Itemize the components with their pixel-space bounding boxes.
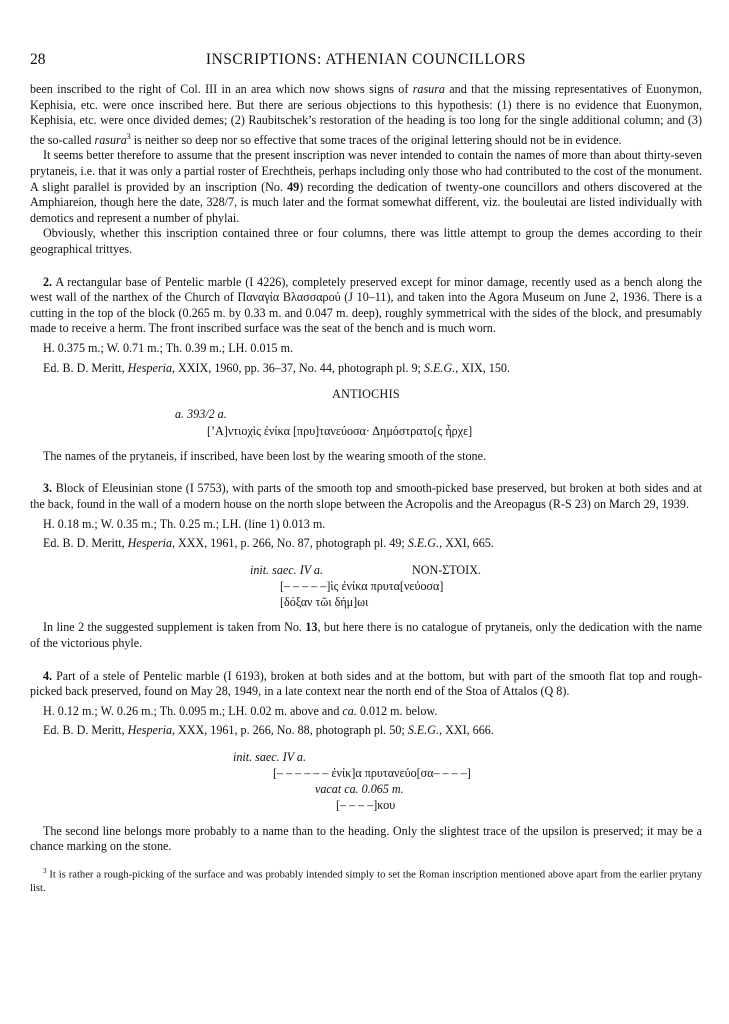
intro-paragraph-2: It seems better therefore to assume that the present inscription was never intended to contain the names of more than about thirty-seven prytaneis, i.e. that it was only a partial roster of Erechtheis, perhaps including only those who had contributed to the cost of the monument. A slight parallel is provided by an inscription (No. 49) recording the dedication of twenty-one councillors and others discovered at the Amphiareion, though here the date, 328/7, is much later and the format somewhat different, viz. the bouleutai are listed individually with demotics and represent a number of phylai.: [30, 148, 702, 225]
footnote: $^3$ It is rather a rough-picking of the surface and was probably intended simply to set the Roman inscription mentioned above apart from the earlier prytany list.: [30, 866, 702, 894]
page-number: 28: [30, 51, 46, 68]
footnote-mark: 3: [43, 866, 47, 875]
entry-4-description: 4. Part of a stele of Pentelic marble (I 6193), broken at both sides and at the bottom, but with part of the smooth flat top and rough-picked back preserved, found on May 28, 1949, in a late context near the north end of the Stoa of Attalos (Q 8).: [30, 668, 703, 699]
entry-3-date-line: init. saec. IV a. NON-ΣΤΟΙΧ.: [250, 562, 481, 577]
entry-4-date: init. saec. IV a.: [233, 749, 306, 764]
body-text: [30, 82, 702, 895]
entry-2-dimensions: H. 0.375 m.; W. 0.71 m.; Th. 0.39 m.; LH. 0.015 m.: [43, 340, 294, 355]
entry-3-dimensions: H. 0.18 m.; W. 0.35 m.; Th. 0.25 m.; LH. (line 1) 0.013 m.: [43, 516, 326, 531]
entry-2-edition: Ed. B. D. Meritt, Hesperia, XXIX, 1960, pp. 36–37, No. 44, photograph pl. 9; S.E.G., XIX, 150.: [43, 360, 510, 375]
entry-4-comment: The second line belongs more probably to a name than to the heading. Only the slightest trace of the upsilon is preserved; it may be a chance marking on the stone.: [30, 823, 702, 854]
entry-3-inscription-line-2: [δόξαν τῶι δήμ]ωι: [280, 595, 369, 610]
entry-4-dimensions: H. 0.12 m.; W. 0.26 m.; Th. 0.095 m.; LH. 0.02 m. above and ca. 0.012 m. below.: [43, 703, 438, 718]
entry-number: 4.: [43, 668, 53, 683]
entry-3-inscription-line-1: [– – – – –]ὶς ἐνίκα πρυτα[νεύοσα]: [280, 578, 444, 593]
entry-2-date: a. 393/2 a.: [175, 407, 227, 422]
entry-number: 2.: [43, 274, 53, 289]
intro-paragraph-3: Obviously, whether this inscription contained three or four columns, there was little attempt to group the demes according to their geographical trittyes.: [30, 226, 702, 256]
entry-3-comment: In line 2 the suggested supplement is taken from No. 13, but here there is no catalogue of prytaneis, only the dedication with the name of the victorious phyle.: [30, 620, 702, 650]
entry-4-inscription-line-1: [– – – – – – ἐνίκ]α πρυτανεύο[σα– – – –]: [273, 766, 471, 781]
intro-paragraph-1: been inscribed to the right of Col. III in an area which now shows signs of rasura and that the missing representatives of Euonymon, Kephisia, etc. were once inscribed here. But there are serious objections to this hypothesis: (1) there is no evidence that Euonymon, Kephisia, etc. were once divided demes; (2) Raubitschek’s restoration of the heading is too long for the single additional column; and (3) the so-called rasura$^3$ is neither so deep nor so effective that some traces of the original lettering should not be in evidence.: [30, 82, 702, 147]
running-title: INSCRIPTIONS: ATHENIAN COUNCILLORS: [205, 51, 527, 68]
entry-4-inscription-line-2: [– – – –]κου: [336, 798, 396, 813]
footnote-ref: 3: [126, 131, 131, 141]
entry-4-edition: Ed. B. D. Meritt, Hesperia, XXX, 1961, p. 266, No. 88, photograph pl. 50; S.E.G., XXI, 666.: [43, 723, 494, 738]
entry-number: 3.: [43, 481, 53, 496]
stoichedon-note: NON-ΣΤΟΙΧ.: [412, 562, 481, 577]
entry-4-vacat: vacat ca. 0.065 m.: [315, 782, 404, 797]
entry-3-description: 3. Block of Eleusinian stone (I 5753), with parts of the smooth top and smooth-picked base preserved, but broken at both sides and at the back, found in the wall of a modern house on the north slope between the Acropolis and the Areopagus (R-S 23) on March 29, 1939.: [30, 481, 702, 511]
entry-2-inscription-line: [’Α]ντιοχὶς ἐνίκα [πρυ]τανεύοσα· Δημόστρατο[ς ἦρχε]: [207, 423, 473, 438]
entry-2-heading: ANTIOCHIS: [332, 387, 400, 402]
entry-2-comment: The names of the prytaneis, if inscribed, have been lost by the wearing smooth of the stone.: [43, 448, 486, 463]
entry-2-description: 2. A rectangular base of Pentelic marble (I 4226), completely preserved except for minor damage, recently used as a bench along the west wall of the narthex of the Church of Παναγία Βλασσαρού (J 10–11), and taken into the Agora Museum on June 2, 1936. There is a cutting in the top of the block (0.265 m. by 0.33 m. and 0.047 m. deep), roughly symmetrical with the sides of the block, and presumably made to receive a herm. The front inscribed surface was the seat of the bench and is much worn.: [30, 274, 703, 336]
page-header: [30, 51, 702, 73]
entry-3-edition: Ed. B. D. Meritt, Hesperia, XXX, 1961, p. 266, No. 87, photograph pl. 49; S.E.G., XXI, 665.: [43, 536, 494, 551]
